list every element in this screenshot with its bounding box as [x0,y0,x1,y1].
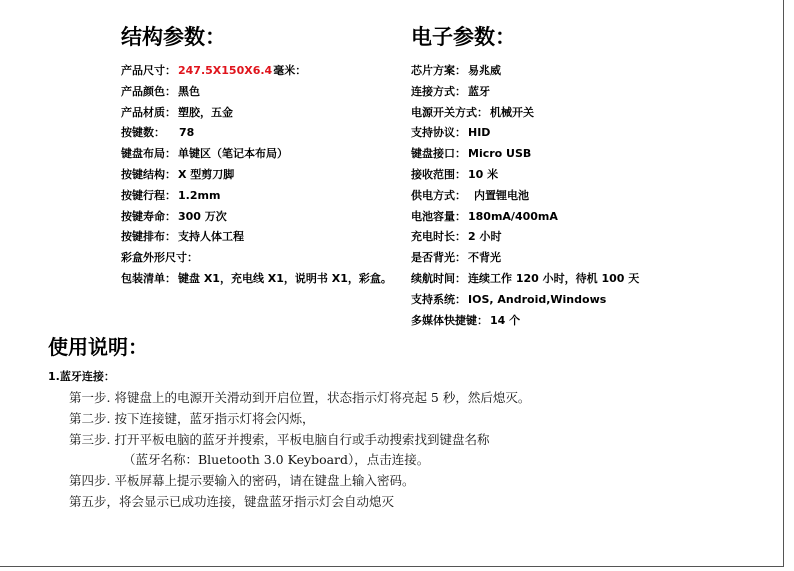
spec-row-power-switch [411,103,741,124]
spec-value: 180mA/400mA [468,209,558,223]
spec-label: 产品材质： [121,105,176,119]
spec-row-power-supply [411,186,741,207]
spec-row-material [121,103,406,124]
spec-value: 78 [179,126,195,140]
spec-label: 键盘接口： [411,147,466,161]
spec-value: 2 小时 [468,230,502,244]
usage-title: 使用说明： [48,335,148,359]
spec-row-media-keys [411,311,741,332]
spec-value: 内置锂电池 [474,188,529,202]
spec-label: 接收范围： [411,167,466,181]
spec-row-key-life [121,207,406,228]
spec-label: 供电方式： [411,188,466,202]
spec-label: 电池容量： [411,209,466,223]
step-2: 第二步. 按下连接键，蓝牙指示灯将会闪烁， [69,410,315,426]
spec-label: 按键寿命： [121,209,176,223]
spec-row-chip [411,61,741,82]
spec-label: 键盘布局： [121,147,176,161]
bluetooth-steps [48,388,768,513]
spec-label: 支持系统： [411,292,466,306]
page-border-right [783,0,784,566]
usage-section [48,332,768,513]
electronic-title: 电子参数： [411,25,516,49]
spec-row-size [121,61,406,82]
spec-value: 10 米 [468,167,499,181]
spec-value: HID [468,126,491,140]
spec-label: 充电时长： [411,230,466,244]
spec-row-battery [411,207,741,228]
spec-label: 支持协议： [411,126,466,140]
spec-value: 黑色 [178,84,200,98]
spec-value: 连续工作 120 小时，待机 100 天 [468,271,640,285]
spec-label: 芯片方案： [411,64,466,77]
electronic-section [411,22,741,331]
spec-label: 按键排布： [121,230,176,244]
spec-label: 产品颜色： [121,84,176,98]
step-3: 第三步. 打开平板电脑的蓝牙并搜索，平板电脑自行或手动搜索找到键盘名称 [69,431,490,447]
spec-row-connection [411,82,741,103]
bluetooth-subtitle: 1.蓝牙连接： [48,370,115,383]
step-3-continued: （蓝牙名称：Bluetooth 3.0 Keyboard），点击连接。 [123,452,430,468]
spec-row-key-structure [121,165,406,186]
spec-value: 机械开关 [490,105,534,119]
spec-value: Micro USB [468,147,532,161]
spec-row-color [121,82,406,103]
spec-label: 按键行程： [121,188,176,202]
spec-value-size: 247.5X150X6.4 [178,64,273,77]
spec-label: 彩盒外形尺寸： [121,251,198,265]
spec-row-range [411,165,741,186]
spec-row-backlight [411,248,741,269]
structure-spec-list [121,61,406,290]
spec-row-layout [121,144,406,165]
page-border-bottom [0,566,784,567]
spec-row-protocol [411,123,741,144]
spec-row-interface [411,144,741,165]
step-1: 第一步. 将键盘上的电源开关滑动到开启位置，状态指示灯将亮起 5 秒，然后熄灭。 [69,390,531,405]
spec-row-endurance [411,269,741,290]
structure-section [121,22,406,290]
spec-label: 多媒体快捷键： [411,313,488,327]
spec-value: 支持人体工程 [178,230,244,244]
spec-value: IOS, Android,Windows [468,292,607,306]
spec-label: 续航时间： [411,271,466,285]
spec-row-key-count [121,123,406,144]
spec-label: 按键数： [121,126,165,140]
spec-row-key-arrangement [121,227,406,248]
structure-title: 结构参数： [121,25,226,49]
spec-value: X 型剪刀脚 [178,167,235,181]
spec-label: 电源开关方式： [411,105,488,119]
spec-value: 1.2mm [178,188,221,202]
spec-unit: 毫米： [273,64,307,77]
spec-label: 产品尺寸： [121,64,176,77]
spec-label: 按键结构： [121,167,176,181]
step-5: 第五步，将会显示已成功连接，键盘蓝牙指示灯会自动熄灭 [69,493,395,509]
spec-row-charge-time [411,227,741,248]
spec-row-key-travel [121,186,406,207]
electronic-spec-list [411,61,741,331]
spec-label: 包装清单： [121,271,176,285]
spec-row-package [121,269,406,290]
spec-label: 是否背光： [411,251,466,265]
spec-value: 14 个 [490,313,521,327]
spec-value: 蓝牙 [468,84,490,98]
spec-value: 不背光 [468,251,501,265]
spec-row-box-size [121,248,406,269]
spec-value: 300 万次 [178,209,227,223]
spec-value: 塑胶，五金 [178,105,233,119]
spec-value: 单键区（笔记本布局） [178,147,288,161]
spec-row-systems [411,290,741,311]
step-4: 第四步. 平板屏幕上提示要输入的密码，请在键盘上输入密码。 [69,473,415,489]
spec-value: 键盘 X1，充电线 X1，说明书 X1，彩盒。 [178,271,392,285]
spec-label: 连接方式： [411,84,466,98]
spec-value: 易兆威 [468,64,501,77]
